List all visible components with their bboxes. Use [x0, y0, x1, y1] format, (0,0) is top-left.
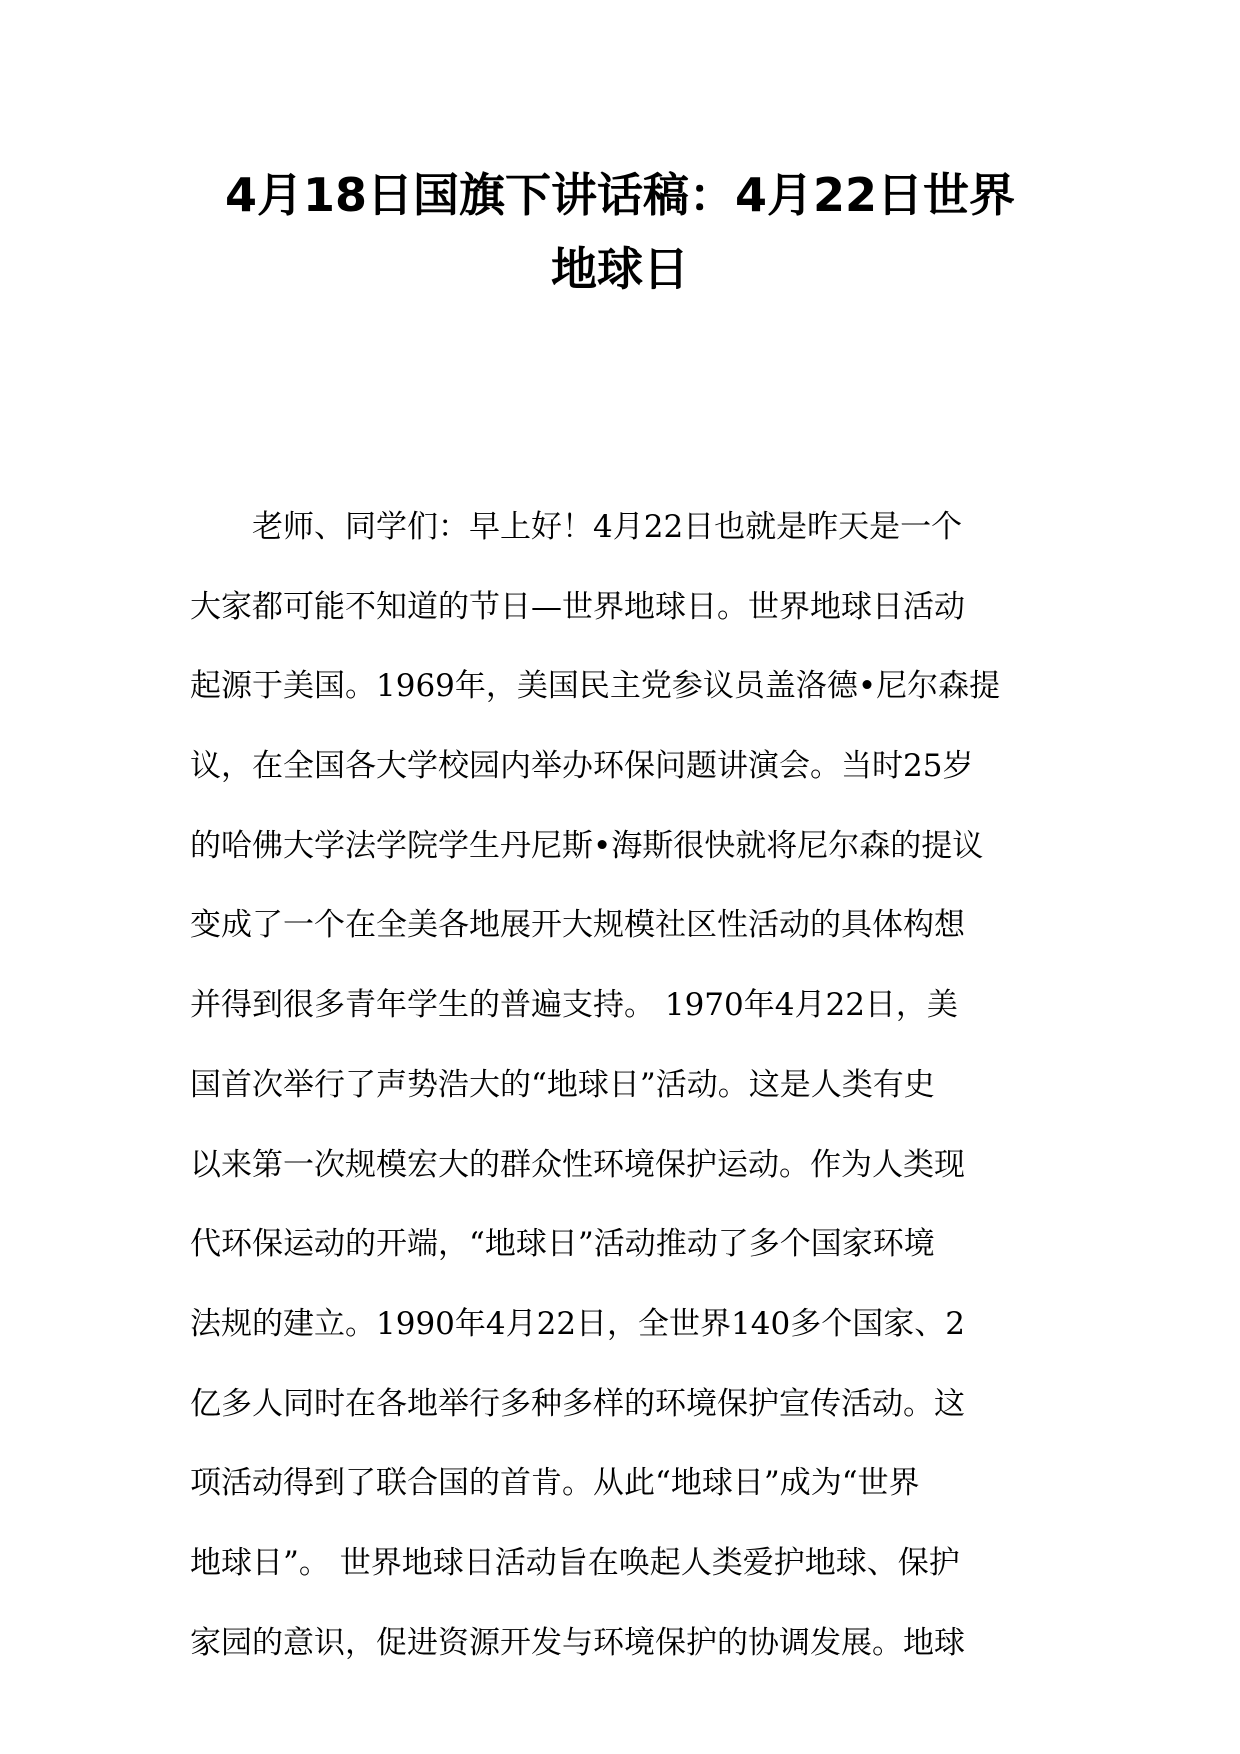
body-line: 起源于美国。1969年，美国民主党参议员盖洛德•尼尔森提 — [190, 668, 1001, 705]
body-line: 大家都可能不知道的节日—世界地球日。世界地球日活动 — [190, 588, 965, 625]
body-text — [190, 488, 1060, 1683]
body-line: 以来第一次规模宏大的群众性环境保护运动。作为人类现 — [190, 1146, 965, 1183]
body-line: 亿多人同时在各地举行多种多样的环境保护宣传活动。这 — [190, 1385, 965, 1422]
body-line: 国首次举行了声势浩大的“地球日”活动。这是人类有史 — [190, 1066, 935, 1103]
body-line: 的哈佛大学法学院学生丹尼斯•海斯很快就将尼尔森的提议 — [190, 827, 984, 864]
body-line: 地球日”。 世界地球日活动旨在唤起人类爱护地球、保护 — [190, 1544, 960, 1581]
body-line: 家园的意识，促进资源开发与环境保护的协调发展。地球 — [190, 1624, 965, 1661]
body-line: 并得到很多青年学生的普遍支持。 1970年4月22日，美 — [190, 987, 958, 1024]
title-line-2: 地球日 — [551, 242, 689, 296]
body-line: 老师、同学们：早上好！4月22日也就是昨天是一个 — [190, 509, 963, 545]
title-line-1: 4月18日国旗下讲话稿：4月22日世界 — [224, 168, 1016, 222]
body-line: 项活动得到了联合国的首肯。从此“地球日”成为“世界 — [190, 1465, 920, 1502]
body-line: 代环保运动的开端，“地球日”活动推动了多个国家环境 — [190, 1226, 935, 1263]
body-line: 法规的建立。1990年4月22日，全世界140多个国家、2 — [190, 1305, 965, 1342]
body-line: 议，在全国各大学校园内举办环保问题讲演会。当时25岁 — [190, 748, 974, 785]
page-title — [150, 158, 1090, 306]
body-line: 变成了一个在全美各地展开大规模社区性活动的具体构想 — [190, 907, 965, 944]
